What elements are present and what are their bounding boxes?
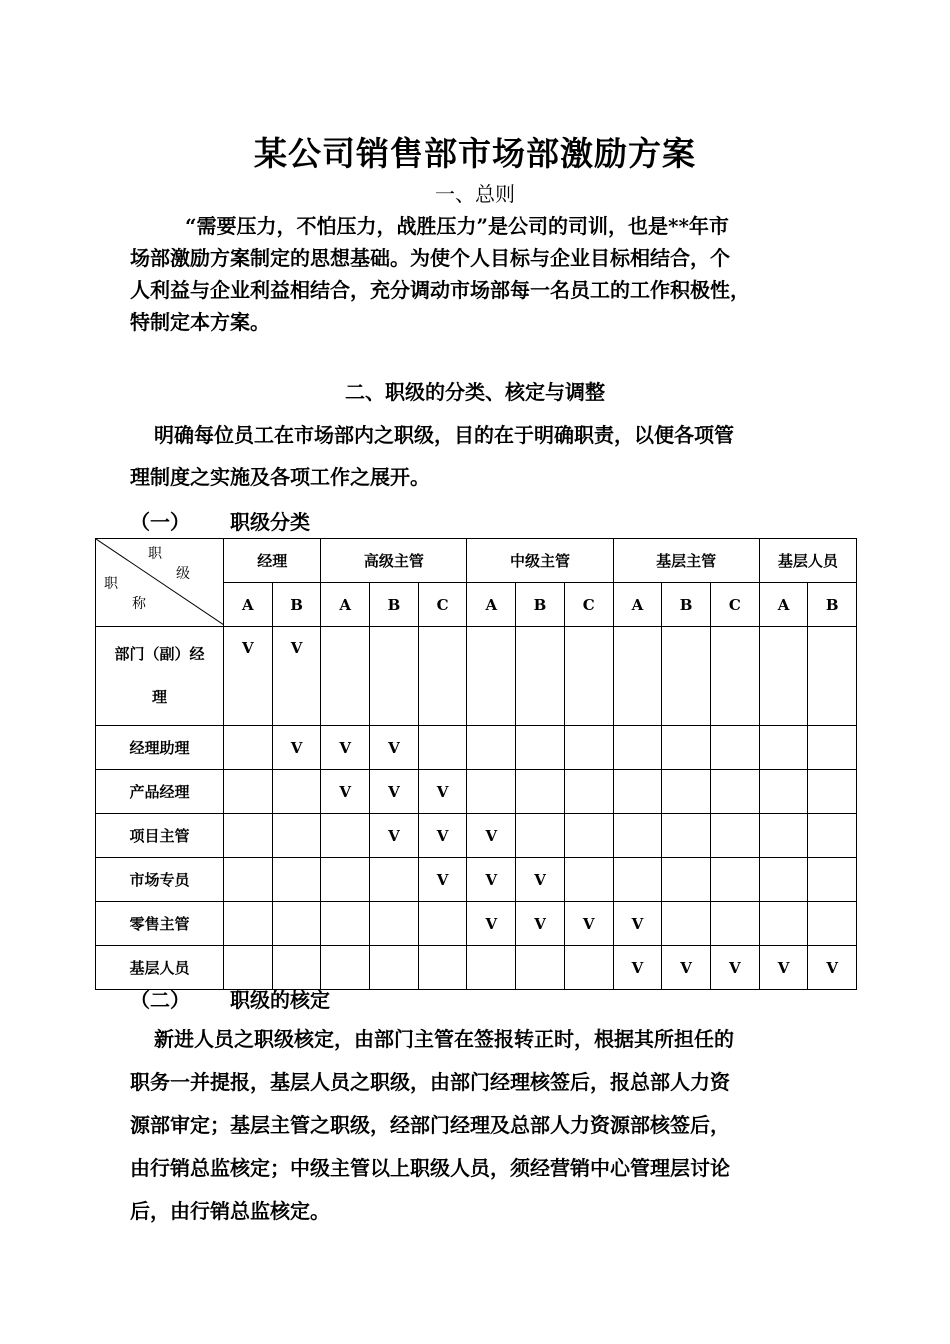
table-header-row: [96, 539, 857, 583]
grade-checkmark: V: [436, 870, 449, 889]
sublevel-header: B: [272, 583, 321, 627]
grade-cell: [662, 627, 711, 726]
corner-title-label: 称: [132, 596, 146, 612]
grade-cell: [321, 946, 370, 990]
grade-cell: [710, 946, 759, 990]
grade-cell: [272, 902, 321, 946]
grade-cell: [516, 858, 565, 902]
grade-cell: [564, 770, 613, 814]
sublevel-header: B: [516, 583, 565, 627]
grade-cell: [467, 814, 516, 858]
grade-checkmark: V: [242, 639, 254, 657]
subsection-number: （二）: [130, 988, 190, 1012]
grade-cell: [272, 814, 321, 858]
grade-cell: [759, 627, 808, 726]
grade-checkmark: V: [290, 639, 303, 657]
table-row: [96, 627, 857, 726]
grade-cell: [564, 902, 613, 946]
grade-checkmark: V: [777, 958, 790, 977]
grade-cell: [613, 627, 662, 726]
grade-checkmark: V: [485, 826, 498, 845]
grade-cell: [662, 946, 711, 990]
grade-cell: [808, 770, 857, 814]
grade-checkmark: V: [680, 958, 692, 977]
grade-cell: [224, 770, 273, 814]
position-name: 零售主管: [129, 915, 190, 933]
table-row: [96, 726, 857, 770]
grade-cell: [224, 726, 273, 770]
grade-checkmark: V: [534, 870, 546, 889]
grade-cell: [516, 902, 565, 946]
corner-title-label: 职: [104, 576, 118, 592]
grade-cell: [808, 726, 857, 770]
position-name: 产品经理: [129, 783, 190, 801]
grade-cell: [370, 902, 419, 946]
grade-cell: [224, 946, 273, 990]
grade-cell: [467, 858, 516, 902]
grade-cell: [662, 814, 711, 858]
grade-cell: [759, 726, 808, 770]
grade-cell: [516, 946, 565, 990]
grade-cell: [808, 858, 857, 902]
table-row: [96, 902, 857, 946]
grade-cell: [613, 902, 662, 946]
grade-cell: [272, 627, 321, 726]
grade-cell: [516, 770, 565, 814]
position-name-cell: [96, 858, 224, 902]
grade-cell: [467, 627, 516, 726]
grade-cell: [662, 858, 711, 902]
grade-cell: [662, 770, 711, 814]
grade-cell: [321, 726, 370, 770]
grade-cell: [272, 946, 321, 990]
grade-cell: [564, 726, 613, 770]
position-name: 项目主管: [129, 827, 190, 845]
grade-cell: [467, 946, 516, 990]
grade-checkmark: V: [631, 958, 644, 977]
grade-cell: [564, 627, 613, 726]
grade-checkmark: V: [534, 914, 546, 933]
grade-cell: [418, 770, 467, 814]
grade-cell: [516, 726, 565, 770]
paragraph-line: 理制度之实施及各项工作之展开。: [130, 465, 430, 489]
sublevel-header: C: [564, 583, 613, 627]
diagonal-header-cell: [96, 539, 224, 627]
corner-grade-label: 职: [148, 546, 162, 562]
grade-cell: [370, 770, 419, 814]
grade-cell: [710, 770, 759, 814]
grade-cell: [613, 726, 662, 770]
paragraph-line: 场部激励方案制定的思想基础。为使个人目标与企业目标相结合，个: [130, 246, 730, 270]
grade-cell: [710, 858, 759, 902]
grade-cell: [808, 814, 857, 858]
position-name-cell: [96, 946, 224, 990]
grade-cell: [808, 627, 857, 726]
grade-cell: [272, 770, 321, 814]
position-name: 基层人员: [129, 959, 190, 977]
grade-cell: [613, 814, 662, 858]
grade-table: [95, 538, 857, 990]
paragraph-line: “需要压力，不怕压力，战胜压力”是公司的司训，也是**年市: [185, 214, 729, 238]
grade-cell: [759, 902, 808, 946]
paragraph-line: 人利益与企业利益相结合，充分调动市场部每一名员工的工作积极性，: [130, 278, 750, 302]
paragraph-line: 明确每位员工在市场部内之职级，目的在于明确职责，以便各项管: [154, 423, 734, 447]
grade-cell: [418, 726, 467, 770]
grade-group-header: 高级主管: [321, 539, 467, 583]
grade-cell: [224, 902, 273, 946]
grade-cell: [564, 858, 613, 902]
subsection-label: 职级分类: [230, 510, 310, 534]
subsection-label: 职级的核定: [230, 988, 330, 1012]
grade-checkmark: V: [485, 870, 498, 889]
sublevel-header: A: [613, 583, 662, 627]
grade-cell: [710, 902, 759, 946]
grade-cell: [710, 726, 759, 770]
grade-cell: [418, 946, 467, 990]
grade-cell: [321, 858, 370, 902]
grade-cell: [516, 627, 565, 726]
paragraph-line: 由行销总监核定；中级主管以上职级人员，须经营销中心管理层讨论: [130, 1156, 730, 1180]
grade-checkmark: V: [388, 738, 400, 757]
subsection-heading-1: [130, 506, 310, 535]
grade-cell: [321, 814, 370, 858]
grade-checkmark: V: [290, 738, 303, 757]
grade-checkmark: V: [388, 782, 400, 801]
grade-group-header: 经理: [224, 539, 321, 583]
grade-group-header: 基层主管: [613, 539, 759, 583]
section1-heading: 一、总则: [435, 182, 515, 206]
paragraph-line: 后，由行销总监核定。: [130, 1199, 330, 1223]
grade-cell: [564, 946, 613, 990]
grade-cell: [759, 814, 808, 858]
position-name-continued: 理: [151, 688, 167, 706]
paragraph-line: 新进人员之职级核定，由部门主管在签报转正时，根据其所担任的: [154, 1027, 734, 1051]
grade-cell: [808, 946, 857, 990]
position-name: 市场专员: [129, 871, 190, 889]
grade-cell: [564, 814, 613, 858]
grade-cell: [224, 627, 273, 726]
grade-checkmark: V: [339, 738, 352, 757]
position-name-cell: [96, 902, 224, 946]
grade-group-header: 基层人员: [759, 539, 856, 583]
grade-cell: [710, 627, 759, 726]
grade-cell: [272, 858, 321, 902]
grade-checkmark: V: [728, 958, 741, 977]
grade-cell: [321, 770, 370, 814]
position-name: 部门（副）经: [114, 645, 205, 663]
grade-cell: [370, 726, 419, 770]
sublevel-header: C: [418, 583, 467, 627]
subsection-number: （一）: [130, 510, 190, 534]
position-name-cell: [96, 814, 224, 858]
section2-paragraph: [130, 414, 830, 498]
grade-cell: [370, 858, 419, 902]
sublevel-header: A: [321, 583, 370, 627]
grade-cell: [808, 902, 857, 946]
grade-cell: [662, 726, 711, 770]
grade-cell: [662, 902, 711, 946]
grade-checkmark: V: [436, 826, 449, 845]
grade-checkmark: V: [436, 782, 449, 801]
table-row: [96, 946, 857, 990]
sublevel-header: A: [224, 583, 273, 627]
grade-cell: [321, 627, 370, 726]
grade-checkmark: V: [631, 914, 644, 933]
table-row: [96, 770, 857, 814]
grade-cell: [759, 858, 808, 902]
grade-cell: [418, 627, 467, 726]
grade-cell: [370, 946, 419, 990]
position-name-cell: [96, 726, 224, 770]
sublevel-header: B: [808, 583, 857, 627]
grade-cell: [613, 858, 662, 902]
grade-checkmark: V: [388, 826, 400, 845]
grade-cell: [467, 770, 516, 814]
section1-paragraph: [130, 210, 830, 338]
table-row: [96, 814, 857, 858]
grade-cell: [370, 627, 419, 726]
grade-cell: [759, 946, 808, 990]
sublevel-header: C: [710, 583, 759, 627]
grade-cell: [613, 946, 662, 990]
position-name-cell: [96, 627, 224, 726]
corner-grade-label: 级: [176, 566, 190, 582]
grade-cell: [759, 770, 808, 814]
grade-cell: [613, 770, 662, 814]
sublevel-header: A: [467, 583, 516, 627]
grade-cell: [321, 902, 370, 946]
section2-heading: 二、职级的分类、核定与调整: [345, 380, 605, 404]
grade-group-header: 中级主管: [467, 539, 613, 583]
paragraph-line: 职务一并提报，基层人员之职级，由部门经理核签后，报总部人力资: [130, 1070, 730, 1094]
subsection-heading-2: [130, 984, 330, 1013]
grade-cell: [418, 858, 467, 902]
sublevel-header: B: [370, 583, 419, 627]
section2-sub2-paragraph: [130, 1018, 830, 1233]
grade-cell: [710, 814, 759, 858]
grade-cell: [370, 814, 419, 858]
table-row: [96, 858, 857, 902]
grade-cell: [224, 814, 273, 858]
grade-checkmark: V: [485, 914, 498, 933]
grade-checkmark: V: [582, 914, 595, 933]
grade-checkmark: V: [826, 958, 839, 977]
paragraph-line: 源部审定；基层主管之职级，经部门经理及总部人力资源部核签后，: [130, 1113, 730, 1137]
grade-cell: [418, 814, 467, 858]
grade-checkmark: V: [339, 782, 352, 801]
page-title: 某公司销售部市场部激励方案: [254, 134, 696, 173]
grade-cell: [418, 902, 467, 946]
grade-cell: [272, 726, 321, 770]
position-name: 经理助理: [129, 739, 190, 757]
sublevel-header: B: [662, 583, 711, 627]
grade-cell: [467, 726, 516, 770]
sublevel-header: A: [759, 583, 808, 627]
grade-cell: [516, 814, 565, 858]
paragraph-line: 特制定本方案。: [130, 310, 270, 334]
position-name-cell: [96, 770, 224, 814]
grade-cell: [467, 902, 516, 946]
grade-cell: [224, 858, 273, 902]
